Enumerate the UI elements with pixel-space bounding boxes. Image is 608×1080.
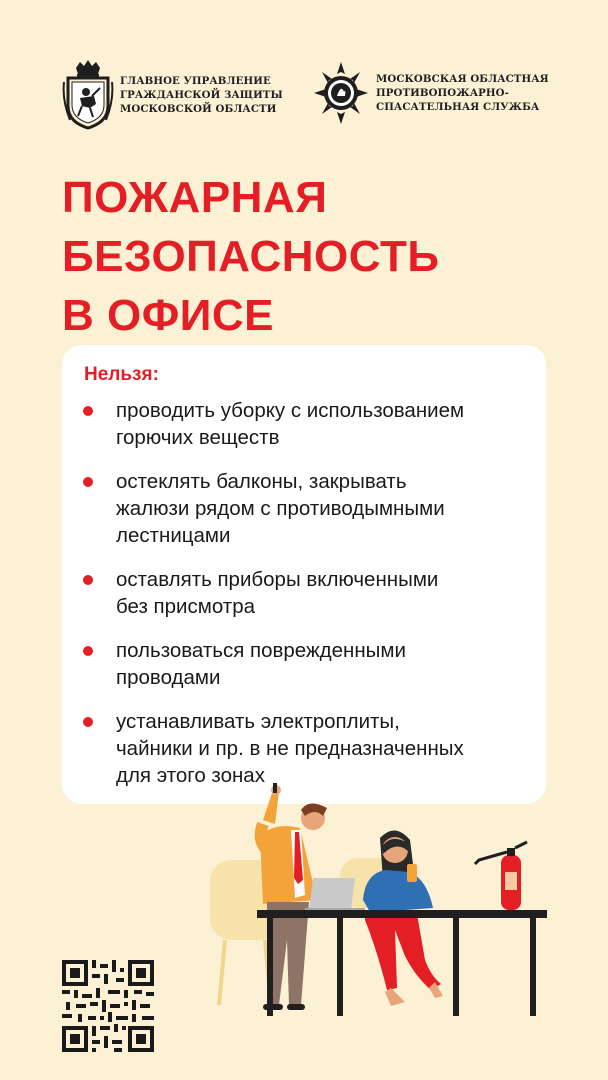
title-line: БЕЗОПАСНОСТЬ bbox=[62, 232, 440, 281]
org-gu-gz bbox=[62, 60, 283, 130]
list-item-line: оставлять приборы включенными bbox=[116, 568, 439, 591]
list-item bbox=[62, 566, 546, 620]
list-item-line: чайники и пр. в не предназначенных bbox=[116, 737, 464, 760]
bullet-icon bbox=[83, 477, 93, 487]
title-line: В ОФИСЕ bbox=[62, 291, 275, 340]
org2-line: ПРОТИВОПОЖАРНО- bbox=[376, 87, 509, 99]
list-item-line: для этого зонах bbox=[116, 764, 265, 787]
org1-line: МОСКОВСКОЙ ОБЛАСТИ bbox=[120, 103, 277, 115]
bullet-icon bbox=[83, 646, 93, 656]
bullet-icon bbox=[83, 406, 93, 416]
list-item-text bbox=[116, 566, 536, 620]
list-item-line: проводить уборку с использованием bbox=[116, 399, 465, 422]
moscow-oblast-coat-of-arms-icon bbox=[62, 60, 114, 130]
rules-card bbox=[62, 345, 546, 804]
bullet-icon bbox=[83, 575, 93, 585]
list-item bbox=[62, 468, 546, 549]
rules-list bbox=[62, 397, 546, 806]
org1-name bbox=[120, 74, 283, 116]
header bbox=[62, 60, 562, 132]
org-mopss bbox=[312, 60, 549, 126]
office-workers-fire-extinguisher-illustration bbox=[205, 780, 550, 1020]
list-item bbox=[62, 637, 546, 691]
list-item-line: горючих веществ bbox=[116, 426, 280, 449]
page-title bbox=[62, 168, 439, 345]
list-item-line: жалюзи рядом с противодымными bbox=[116, 497, 445, 520]
list-item-line: без присмотра bbox=[116, 595, 255, 618]
list-item bbox=[62, 397, 546, 451]
prohibited-label: Нельзя: bbox=[84, 364, 159, 385]
org2-name bbox=[376, 72, 549, 114]
woman-figure bbox=[363, 830, 443, 1006]
list-item-text bbox=[116, 397, 536, 451]
list-item-line: устанавливать электроплиты, bbox=[116, 710, 400, 733]
list-item-line: остеклять балконы, закрывать bbox=[116, 470, 407, 493]
list-item-text bbox=[116, 468, 536, 549]
list-item-line: пользоваться поврежденными bbox=[116, 639, 406, 662]
list-item bbox=[62, 708, 546, 789]
list-item-line: проводами bbox=[116, 666, 221, 689]
org2-line: СПАСАТЕЛЬНАЯ СЛУЖБА bbox=[376, 101, 540, 113]
org2-line: МОСКОВСКАЯ ОБЛАСТНАЯ bbox=[376, 73, 549, 85]
fire-extinguisher-icon bbox=[475, 842, 527, 910]
org1-line: ГЛАВНОЕ УПРАВЛЕНИЕ bbox=[120, 75, 271, 87]
list-item-text bbox=[116, 637, 536, 691]
bullet-icon bbox=[83, 717, 93, 727]
qr-code-icon bbox=[62, 960, 154, 1052]
title-line: ПОЖАРНАЯ bbox=[62, 173, 328, 222]
org1-line: ГРАЖДАНСКОЙ ЗАЩИТЫ bbox=[120, 89, 283, 101]
list-item-line: лестницами bbox=[116, 524, 231, 547]
list-item-text bbox=[116, 708, 536, 789]
fire-rescue-emblem-icon bbox=[312, 60, 370, 126]
